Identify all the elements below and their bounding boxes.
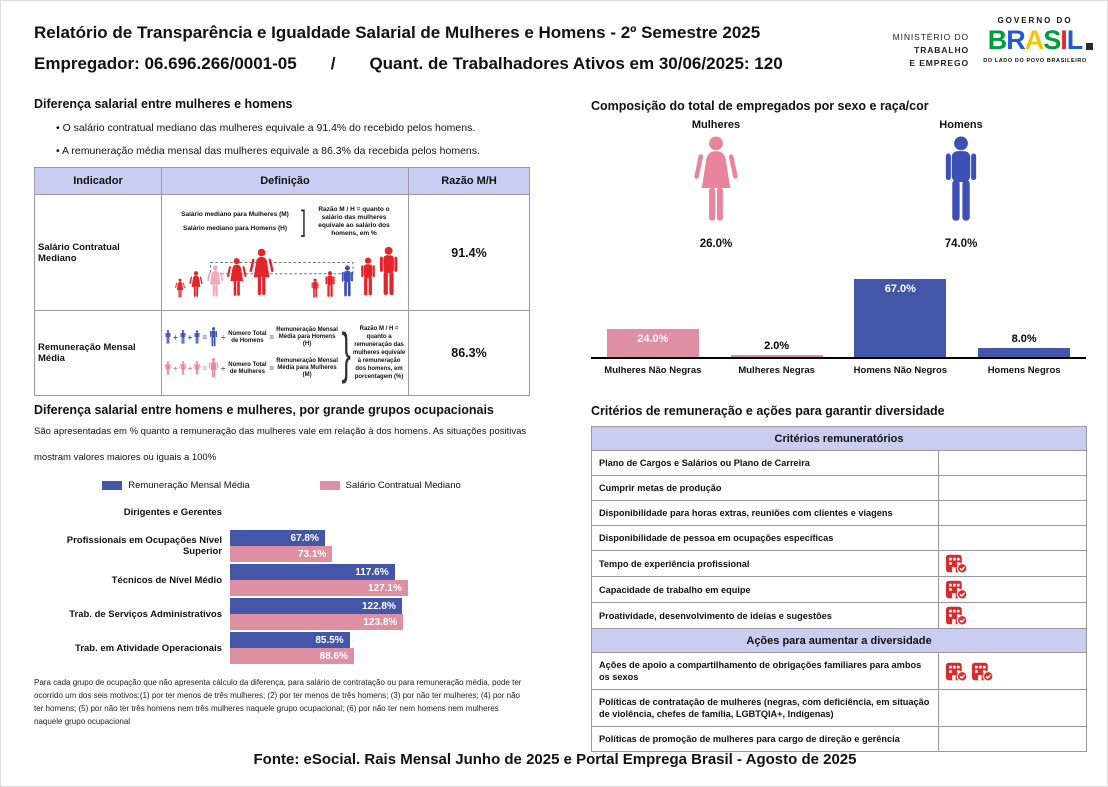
race-bar-value: 24.0% bbox=[637, 333, 669, 346]
indicator-row-mean bbox=[35, 311, 530, 396]
race-category-label: Homens Não Negros bbox=[853, 365, 948, 376]
criteria-label: Capacidade de trabalho em equipe bbox=[592, 577, 939, 603]
criteria-group1-body bbox=[592, 451, 1087, 629]
divisor-label-women: Número Total de Mulheres bbox=[228, 361, 267, 375]
criteria-label: Políticas de contratação de mulheres (negras, com deficiência, em situação de violência, chefes de família, LGBTQIA+, Indígenas) bbox=[592, 690, 939, 727]
occ-bar-value: 85.5% bbox=[315, 634, 344, 646]
legend-swatch-pink bbox=[320, 481, 340, 490]
occ-category-label: Profissionais em Ocupações Nível Superior bbox=[66, 535, 222, 557]
occ-bar bbox=[230, 564, 395, 580]
criteria-label: Disponibilidade para horas extras, reuniões com clientes e viagens bbox=[592, 501, 939, 526]
occ-row bbox=[34, 598, 529, 630]
male-icon bbox=[938, 136, 984, 228]
race-chart-bars bbox=[591, 277, 1086, 359]
brasil-wordmark: BRASIL bbox=[979, 25, 1091, 55]
occ-category-label: Técnicos de Nível Médio bbox=[111, 574, 222, 586]
definition-cell bbox=[162, 311, 409, 396]
race-bar bbox=[978, 348, 1070, 357]
race-category-label: Mulheres Negras bbox=[738, 365, 815, 376]
criteria-row bbox=[592, 451, 1087, 476]
page-title: Relatório de Transparência e Igualdade Salarial de Mulheres e Homens - 2º Semestre 2025 bbox=[34, 23, 761, 42]
definition-cell bbox=[162, 195, 409, 311]
criteria-check-cell bbox=[939, 526, 1087, 551]
occ-bar bbox=[230, 614, 403, 630]
col-indicador: Indicador bbox=[35, 168, 162, 195]
occ-category-label: Trab. de Serviços Administrativos bbox=[69, 608, 222, 620]
building-check-icon bbox=[945, 661, 968, 682]
occ-row bbox=[34, 507, 529, 518]
criteria-label: Plano de Cargos e Salários ou Plano de Carreira bbox=[592, 451, 939, 476]
female-icon bbox=[693, 136, 739, 228]
race-bar bbox=[607, 329, 699, 357]
occ-row bbox=[34, 530, 529, 562]
criteria-check-cell bbox=[939, 501, 1087, 526]
occ-bar-group bbox=[230, 530, 332, 562]
section-occupational-groups bbox=[34, 403, 529, 728]
indicator-table-header-row bbox=[35, 168, 530, 195]
ministry-logo: MINISTÉRIO DO TRABALHO E EMPREGO bbox=[892, 32, 969, 68]
occ-row bbox=[34, 564, 529, 596]
chart-legend bbox=[34, 480, 529, 491]
race-bar-slot bbox=[962, 333, 1086, 357]
active-workers: Quant. de Trabalhadores Ativos em 30/06/2025: 120 bbox=[369, 54, 783, 73]
section-heading: Diferença salarial entre homens e mulheres, por grande grupos ocupacionais bbox=[34, 403, 494, 417]
brasil-logo-accent bbox=[1086, 43, 1093, 50]
race-bar-slot bbox=[839, 279, 963, 357]
criteria-group1-header: Critérios remuneratórios bbox=[592, 427, 1087, 451]
occ-bar-group bbox=[230, 598, 403, 630]
race-category-label: Mulheres Não Negras bbox=[604, 365, 702, 376]
occ-bar bbox=[230, 580, 408, 596]
occ-category-label: Dirigentes e Gerentes bbox=[123, 507, 222, 518]
median-crowd-diagram bbox=[167, 241, 404, 301]
criteria-label: Cumprir metas de produção bbox=[592, 476, 939, 501]
pictogram-label: Mulheres bbox=[691, 119, 741, 131]
occ-bar-value: 67.8% bbox=[290, 532, 319, 544]
bracket: } bbox=[341, 321, 351, 384]
criteria-row bbox=[592, 526, 1087, 551]
result-label-men: Remuneração Mensal Média para Homens (H) bbox=[276, 327, 338, 347]
pictogram-label: Homens bbox=[939, 119, 983, 131]
section-criteria bbox=[591, 404, 1086, 752]
ratio-value-mean: 86.3% bbox=[409, 311, 530, 396]
race-bar-value: 67.0% bbox=[884, 283, 916, 296]
criteria-row bbox=[592, 476, 1087, 501]
race-bar-value: 2.0% bbox=[764, 339, 790, 352]
building-check-icon bbox=[971, 661, 994, 682]
criteria-check-cell bbox=[939, 653, 1087, 690]
criteria-row bbox=[592, 501, 1087, 526]
occ-bar bbox=[230, 632, 350, 648]
criteria-check-cell bbox=[939, 551, 1087, 577]
mean-formula-diagram: + + = ÷ Número Total de Homens = Remuneração Mensal Média para Homens (H) + + = ÷ Número Total de Mulheres = Remuneração Mensal Média para Mulheres (M) bbox=[164, 327, 338, 379]
criteria-check-cell bbox=[939, 476, 1087, 501]
occupational-groups-chart bbox=[34, 507, 529, 664]
criteria-label: Políticas de promoção de mulheres para cargo de direção e gerência bbox=[592, 727, 939, 752]
pictogram-women bbox=[646, 119, 786, 250]
legend-item-salario bbox=[320, 480, 461, 491]
building-check-icon bbox=[945, 579, 968, 600]
pictogram-men bbox=[891, 119, 1031, 250]
legend-label: Salário Contratual Mediano bbox=[345, 480, 461, 491]
occ-bar-value: 73.1% bbox=[297, 548, 327, 560]
criteria-check-cell bbox=[939, 451, 1087, 476]
result-label-women: Remuneração Mensal Média para Mulheres (M) bbox=[276, 358, 338, 378]
legend-swatch-blue bbox=[102, 481, 122, 490]
criteria-row bbox=[592, 727, 1087, 752]
occ-bar-value: 127.1% bbox=[367, 582, 402, 594]
occ-bar bbox=[230, 598, 402, 614]
criteria-label: Tempo de experiência profissional bbox=[592, 551, 939, 577]
chart-footnote: Para cada grupo de ocupação que não apresenta cálculo da diferença, para salário de contratação ou para remuneração média, pode ter ocorrido um dos seis motivos:(1) por ter menos de três mulheres; (2) por ter menos de três homens; (3) por não ter mulheres; (4) por não ter homens; (5) por não ter três homens nem três mulheres naquele grupo ocupacional; (6) por não ter nem homens nem mulheres naquele grupo ocupacional bbox=[34, 678, 522, 726]
source-footer: Fonte: eSocial. Rais Mensal Junho de 2025 e Portal Emprega Brasil - Agosto de 2025 bbox=[253, 751, 857, 768]
sex-pictograms bbox=[591, 113, 1086, 265]
criteria-check-cell bbox=[939, 727, 1087, 752]
median-ratio-note: Razão M / H = quanto o salário das mulheres equivale ao salário dos homens, em % bbox=[318, 206, 390, 237]
subtitle-separator: / bbox=[330, 54, 336, 73]
criteria-label: Ações de apoio a compartilhamento de obrigações familiares para ambos os sexos bbox=[592, 653, 939, 690]
section-heading: Critérios de remuneração e ações para garantir diversidade bbox=[591, 404, 945, 418]
occ-bar-group bbox=[230, 632, 354, 664]
criteria-check-cell bbox=[939, 690, 1087, 727]
section-composition bbox=[591, 99, 1086, 376]
occ-bar-group bbox=[230, 564, 408, 596]
building-check-icon bbox=[945, 553, 968, 574]
criteria-group2-body bbox=[592, 653, 1087, 752]
race-bar-value: 8.0% bbox=[1011, 332, 1037, 345]
section-salary-difference bbox=[34, 97, 529, 396]
occ-bar bbox=[230, 648, 354, 664]
criteria-row bbox=[592, 551, 1087, 577]
criteria-check-cell bbox=[939, 577, 1087, 603]
pictogram-percent: 74.0% bbox=[944, 238, 978, 250]
criteria-label: Disponibilidade de pessoa em ocupações específicas bbox=[592, 526, 939, 551]
indicator-table bbox=[34, 167, 530, 396]
occ-row bbox=[34, 632, 529, 664]
criteria-table bbox=[591, 426, 1087, 752]
chart-description: mostram valores maiores ou iguais a 100% bbox=[34, 452, 217, 463]
race-bar bbox=[854, 279, 946, 357]
col-razao: Razão M/H bbox=[409, 168, 530, 195]
page-subtitle bbox=[34, 54, 783, 74]
indicator-name: Remuneração Mensal Média bbox=[35, 311, 162, 396]
occ-bar-value: 117.6% bbox=[355, 566, 389, 578]
section-heading: Composição do total de empregados por sexo e raça/cor bbox=[591, 99, 929, 113]
race-category-label: Homens Negros bbox=[987, 365, 1061, 376]
building-check-icon bbox=[945, 605, 968, 626]
legend-item-remuneracao bbox=[102, 480, 249, 491]
occ-bar-value: 88.6% bbox=[319, 650, 348, 662]
col-definicao: Definição bbox=[162, 168, 409, 195]
occ-bar-value: 123.8% bbox=[363, 616, 398, 628]
section-heading: Diferença salarial entre mulheres e homens bbox=[34, 97, 293, 111]
legend-label: Remuneração Mensal Média bbox=[128, 480, 250, 491]
occ-bar bbox=[230, 530, 325, 546]
pictogram-percent: 26.0% bbox=[699, 238, 733, 250]
race-bar-slot bbox=[715, 340, 839, 357]
criteria-row bbox=[592, 603, 1087, 629]
occ-bar-value: 122.8% bbox=[361, 600, 396, 612]
criteria-check-cell bbox=[939, 603, 1087, 629]
governo-do-brasil-logo: GOVERNO DO BRASIL DO LADO DO POVO BRASILEIRO bbox=[979, 16, 1091, 64]
mean-ratio-note: Razão M / H = quanto a remuneração das mulheres equivale à remuneração dos homens, em porcentagem (%) bbox=[352, 326, 406, 380]
bullet-median-salary: • O salário contratual mediano das mulheres equivale a 91.4% do recebido pelos homens. bbox=[56, 122, 529, 134]
race-bar-slot bbox=[591, 329, 715, 357]
indicator-row-median bbox=[35, 195, 530, 311]
criteria-row bbox=[592, 690, 1087, 727]
divisor-label-men: Número Total de Homens bbox=[228, 330, 267, 344]
indicator-name: Salário Contratual Mediano bbox=[35, 195, 162, 311]
criteria-row bbox=[592, 653, 1087, 690]
employer-id: Empregador: 06.696.266/0001-05 bbox=[34, 54, 297, 73]
median-definition-lines: Salário mediano para Mulheres (M) Salário mediano para Homens (H) bbox=[181, 211, 289, 232]
criteria-row bbox=[592, 577, 1087, 603]
bracket: ] bbox=[301, 205, 307, 238]
chart-description: São apresentadas em % quanto a remuneração das mulheres vale em relação à dos homens. As situações positivas bbox=[34, 426, 527, 437]
occ-category-label: Trab. em Atividade Operacionais bbox=[75, 642, 222, 654]
criteria-label: Proatividade, desenvolvimento de ideias e sugestões bbox=[592, 603, 939, 629]
race-chart-labels bbox=[591, 359, 1086, 376]
ratio-value-median: 91.4% bbox=[409, 195, 530, 311]
occ-bar bbox=[230, 546, 332, 562]
race-bar bbox=[731, 355, 823, 357]
criteria-group2-header: Ações para aumentar a diversidade bbox=[592, 629, 1087, 653]
bullet-mean-salary: • A remuneração média mensal das mulheres equivale a 86.3% da recebida pelos homens. bbox=[56, 145, 529, 157]
